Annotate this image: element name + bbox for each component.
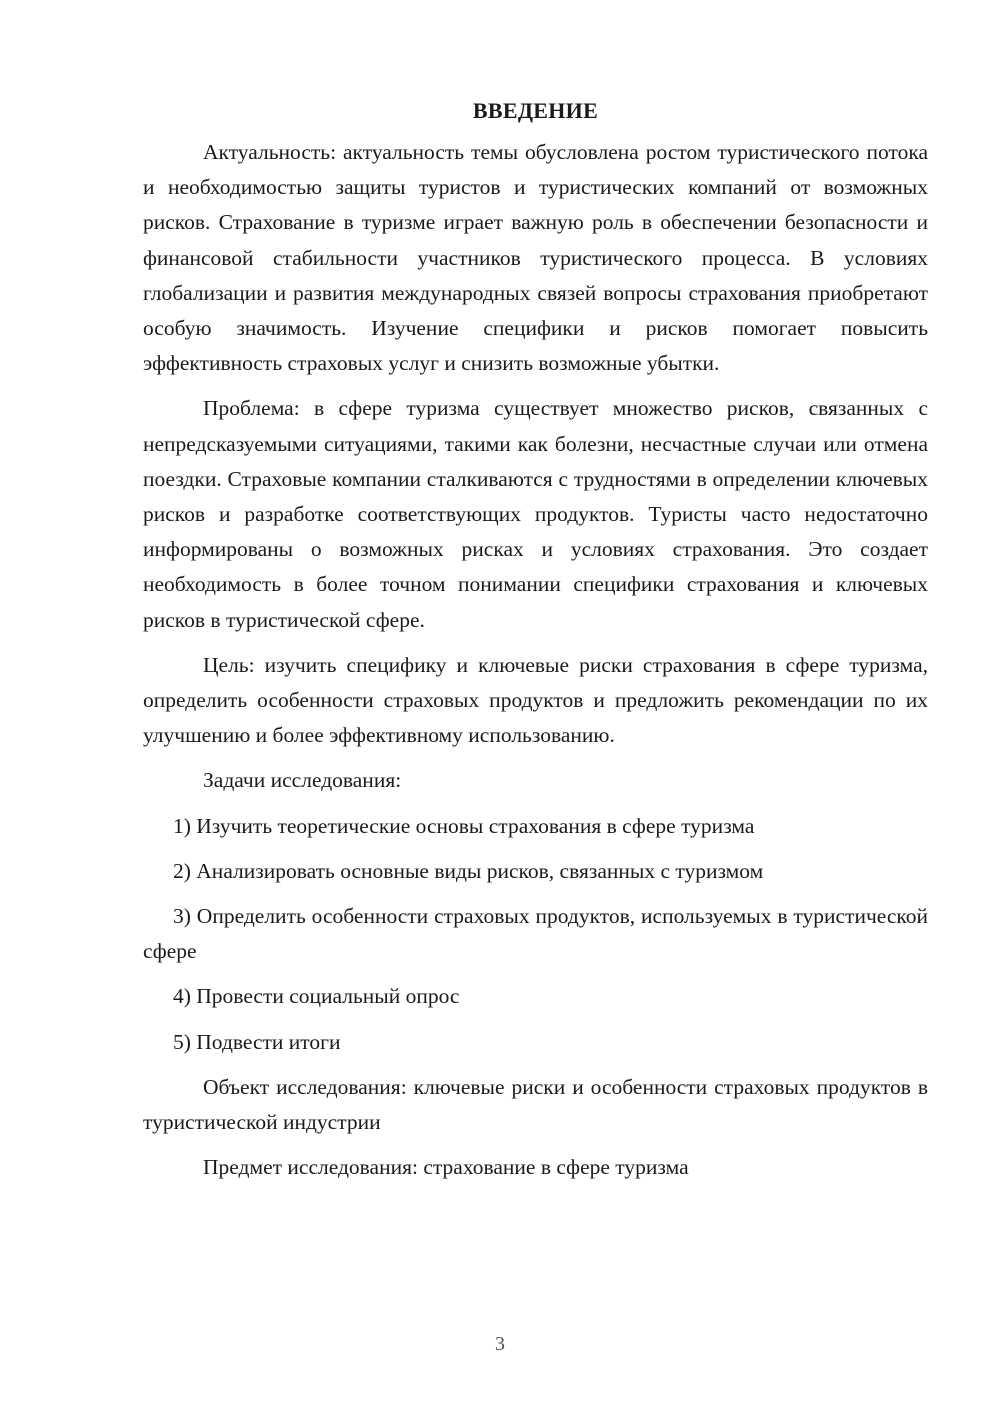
paragraph-subject: Предмет исследования: страхование в сфере туризма [203,1155,689,1180]
list-item: 4) Провести социальный опрос [173,984,460,1009]
list-item: 2) Анализировать основные виды рисков, связанных с туризмом [173,858,764,883]
list-item: 5) Подвести итоги [173,1029,341,1054]
paragraph-goal: Цель: изучить специфику и ключевые риски страхования в сфере туризма, определить особенности страховых продуктов и предложить рекомендации по их улучшению и более эффективному использованию. [143,652,928,748]
paragraph-tasks-intro: Задачи исследования: [203,768,402,793]
paragraph-relevance: Актуальность: актуальность темы обусловлена ростом туристического потока и необходимостью защиты туристов и туристических компаний от возможных рисков. Страхование в туризме играет важную роль в обеспечении безопасности и финансовой стабильности участников туристического процесса. В условиях глобализации и развития международных связей вопросы страхования приобретают особую значимость. Изучение специфики и рисков помогает повысить эффективность страховых услуг и снизить возможные убытки. [143,140,928,376]
task-list [143,809,928,1060]
paragraph-object: Объект исследования: ключевые риски и особенности страховых продуктов в туристической индустрии [143,1074,928,1135]
list-item: 3) Определить особенности страховых продуктов, используемых в туристической сфере [143,904,928,964]
page-number: 3 [495,1333,505,1355]
paragraph-problem: Проблема: в сфере туризма существует множество рисков, связанных с непредсказуемыми ситуациями, такими как болезни, несчастные случаи или отмена поездки. Страховые компании сталкиваются с трудностями в определении ключевых рисков и разработке соответствующих продуктов. Туристы часто недостаточно информированы о возможных рисках и условиях страхования. Это создает необходимость в более точном понимании специфики страхования и ключевых рисков в туристической сфере. [143,396,928,632]
document-page [143,95,928,1195]
page-title: ВВЕДЕНИЕ [472,98,599,123]
list-item: 1) Изучить теоретические основы страхования в сфере туризма [173,813,755,838]
